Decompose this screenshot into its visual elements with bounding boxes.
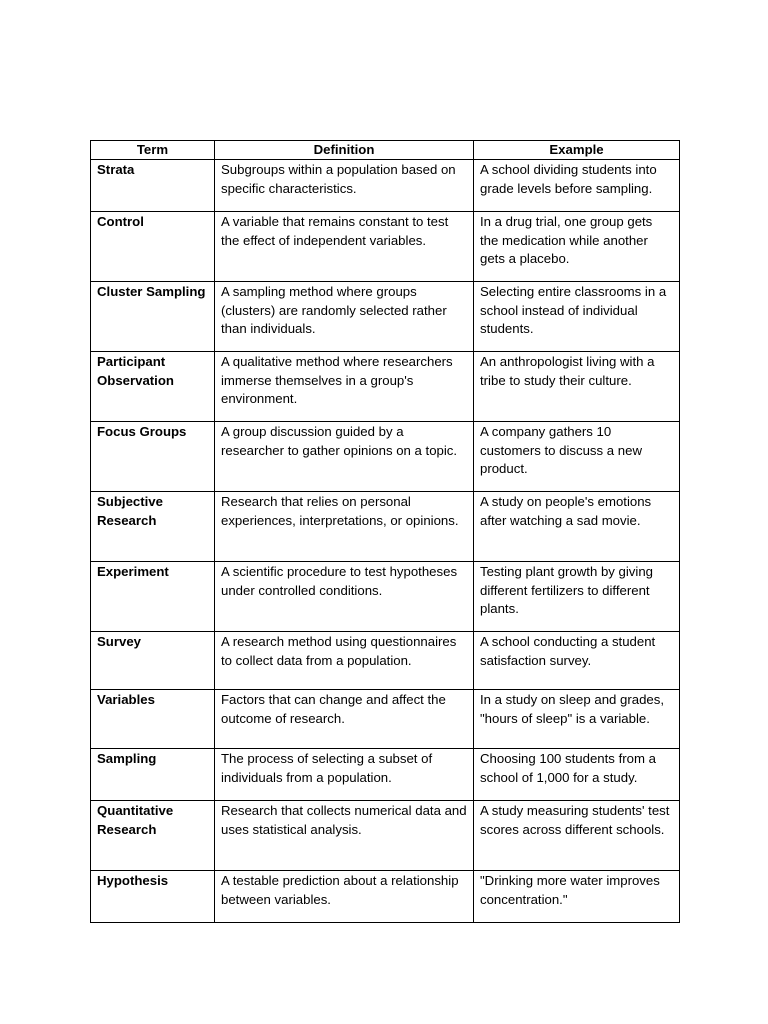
header-definition: Definition <box>215 141 474 160</box>
table-row-survey <box>91 632 680 690</box>
table-row-quantitative-research <box>91 801 680 871</box>
table-row-subjective-research <box>91 492 680 562</box>
term-cell: Quantitative Research <box>91 801 215 871</box>
definition-cell: A qualitative method where researchers immerse themselves in a group's environment. <box>215 352 474 422</box>
definition-cell: A sampling method where groups (clusters) are randomly selected rather than individuals. <box>215 282 474 352</box>
glossary-table <box>90 140 680 923</box>
example-cell: A study measuring students' test scores across different schools. <box>474 801 680 871</box>
example-cell: An anthropologist living with a tribe to study their culture. <box>474 352 680 422</box>
table-body <box>91 160 680 923</box>
definition-cell: A research method using questionnaires to collect data from a population. <box>215 632 474 690</box>
table-row-hypothesis <box>91 871 680 923</box>
example-cell: In a drug trial, one group gets the medication while another gets a placebo. <box>474 212 680 282</box>
example-cell: A school dividing students into grade levels before sampling. <box>474 160 680 212</box>
term-cell: Focus Groups <box>91 422 215 492</box>
definition-cell: A group discussion guided by a researcher to gather opinions on a topic. <box>215 422 474 492</box>
term-cell: Cluster Sampling <box>91 282 215 352</box>
example-cell: In a study on sleep and grades, "hours of sleep" is a variable. <box>474 690 680 749</box>
term-cell: Sampling <box>91 749 215 801</box>
definition-cell: A scientific procedure to test hypotheses under controlled conditions. <box>215 562 474 632</box>
term-cell: Control <box>91 212 215 282</box>
table-row-sampling <box>91 749 680 801</box>
definition-cell: Factors that can change and affect the outcome of research. <box>215 690 474 749</box>
term-cell: Survey <box>91 632 215 690</box>
example-cell: A company gathers 10 customers to discuss a new product. <box>474 422 680 492</box>
table-row-variables <box>91 690 680 749</box>
table-row-cluster-sampling <box>91 282 680 352</box>
definition-cell: A testable prediction about a relationship between variables. <box>215 871 474 923</box>
table-row-participant-observation <box>91 352 680 422</box>
term-cell: Experiment <box>91 562 215 632</box>
table-row-strata <box>91 160 680 212</box>
example-cell: A study on people's emotions after watching a sad movie. <box>474 492 680 562</box>
term-cell: Hypothesis <box>91 871 215 923</box>
table-header <box>91 141 680 160</box>
term-cell: Subjective Research <box>91 492 215 562</box>
table-row-experiment <box>91 562 680 632</box>
example-cell: Testing plant growth by giving different fertilizers to different plants. <box>474 562 680 632</box>
table-row-focus-groups <box>91 422 680 492</box>
definition-cell: Research that collects numerical data and uses statistical analysis. <box>215 801 474 871</box>
table-row-control <box>91 212 680 282</box>
example-cell: Selecting entire classrooms in a school instead of individual students. <box>474 282 680 352</box>
definition-cell: A variable that remains constant to test the effect of independent variables. <box>215 212 474 282</box>
example-cell: Choosing 100 students from a school of 1,000 for a study. <box>474 749 680 801</box>
header-example: Example <box>474 141 680 160</box>
term-cell: Strata <box>91 160 215 212</box>
term-cell: Variables <box>91 690 215 749</box>
definition-cell: Subgroups within a population based on specific characteristics. <box>215 160 474 212</box>
definition-cell: The process of selecting a subset of individuals from a population. <box>215 749 474 801</box>
definition-cell: Research that relies on personal experiences, interpretations, or opinions. <box>215 492 474 562</box>
header-term: Term <box>91 141 215 160</box>
example-cell: A school conducting a student satisfaction survey. <box>474 632 680 690</box>
example-cell: "Drinking more water improves concentration." <box>474 871 680 923</box>
term-cell: Participant Observation <box>91 352 215 422</box>
header-row <box>91 141 680 160</box>
